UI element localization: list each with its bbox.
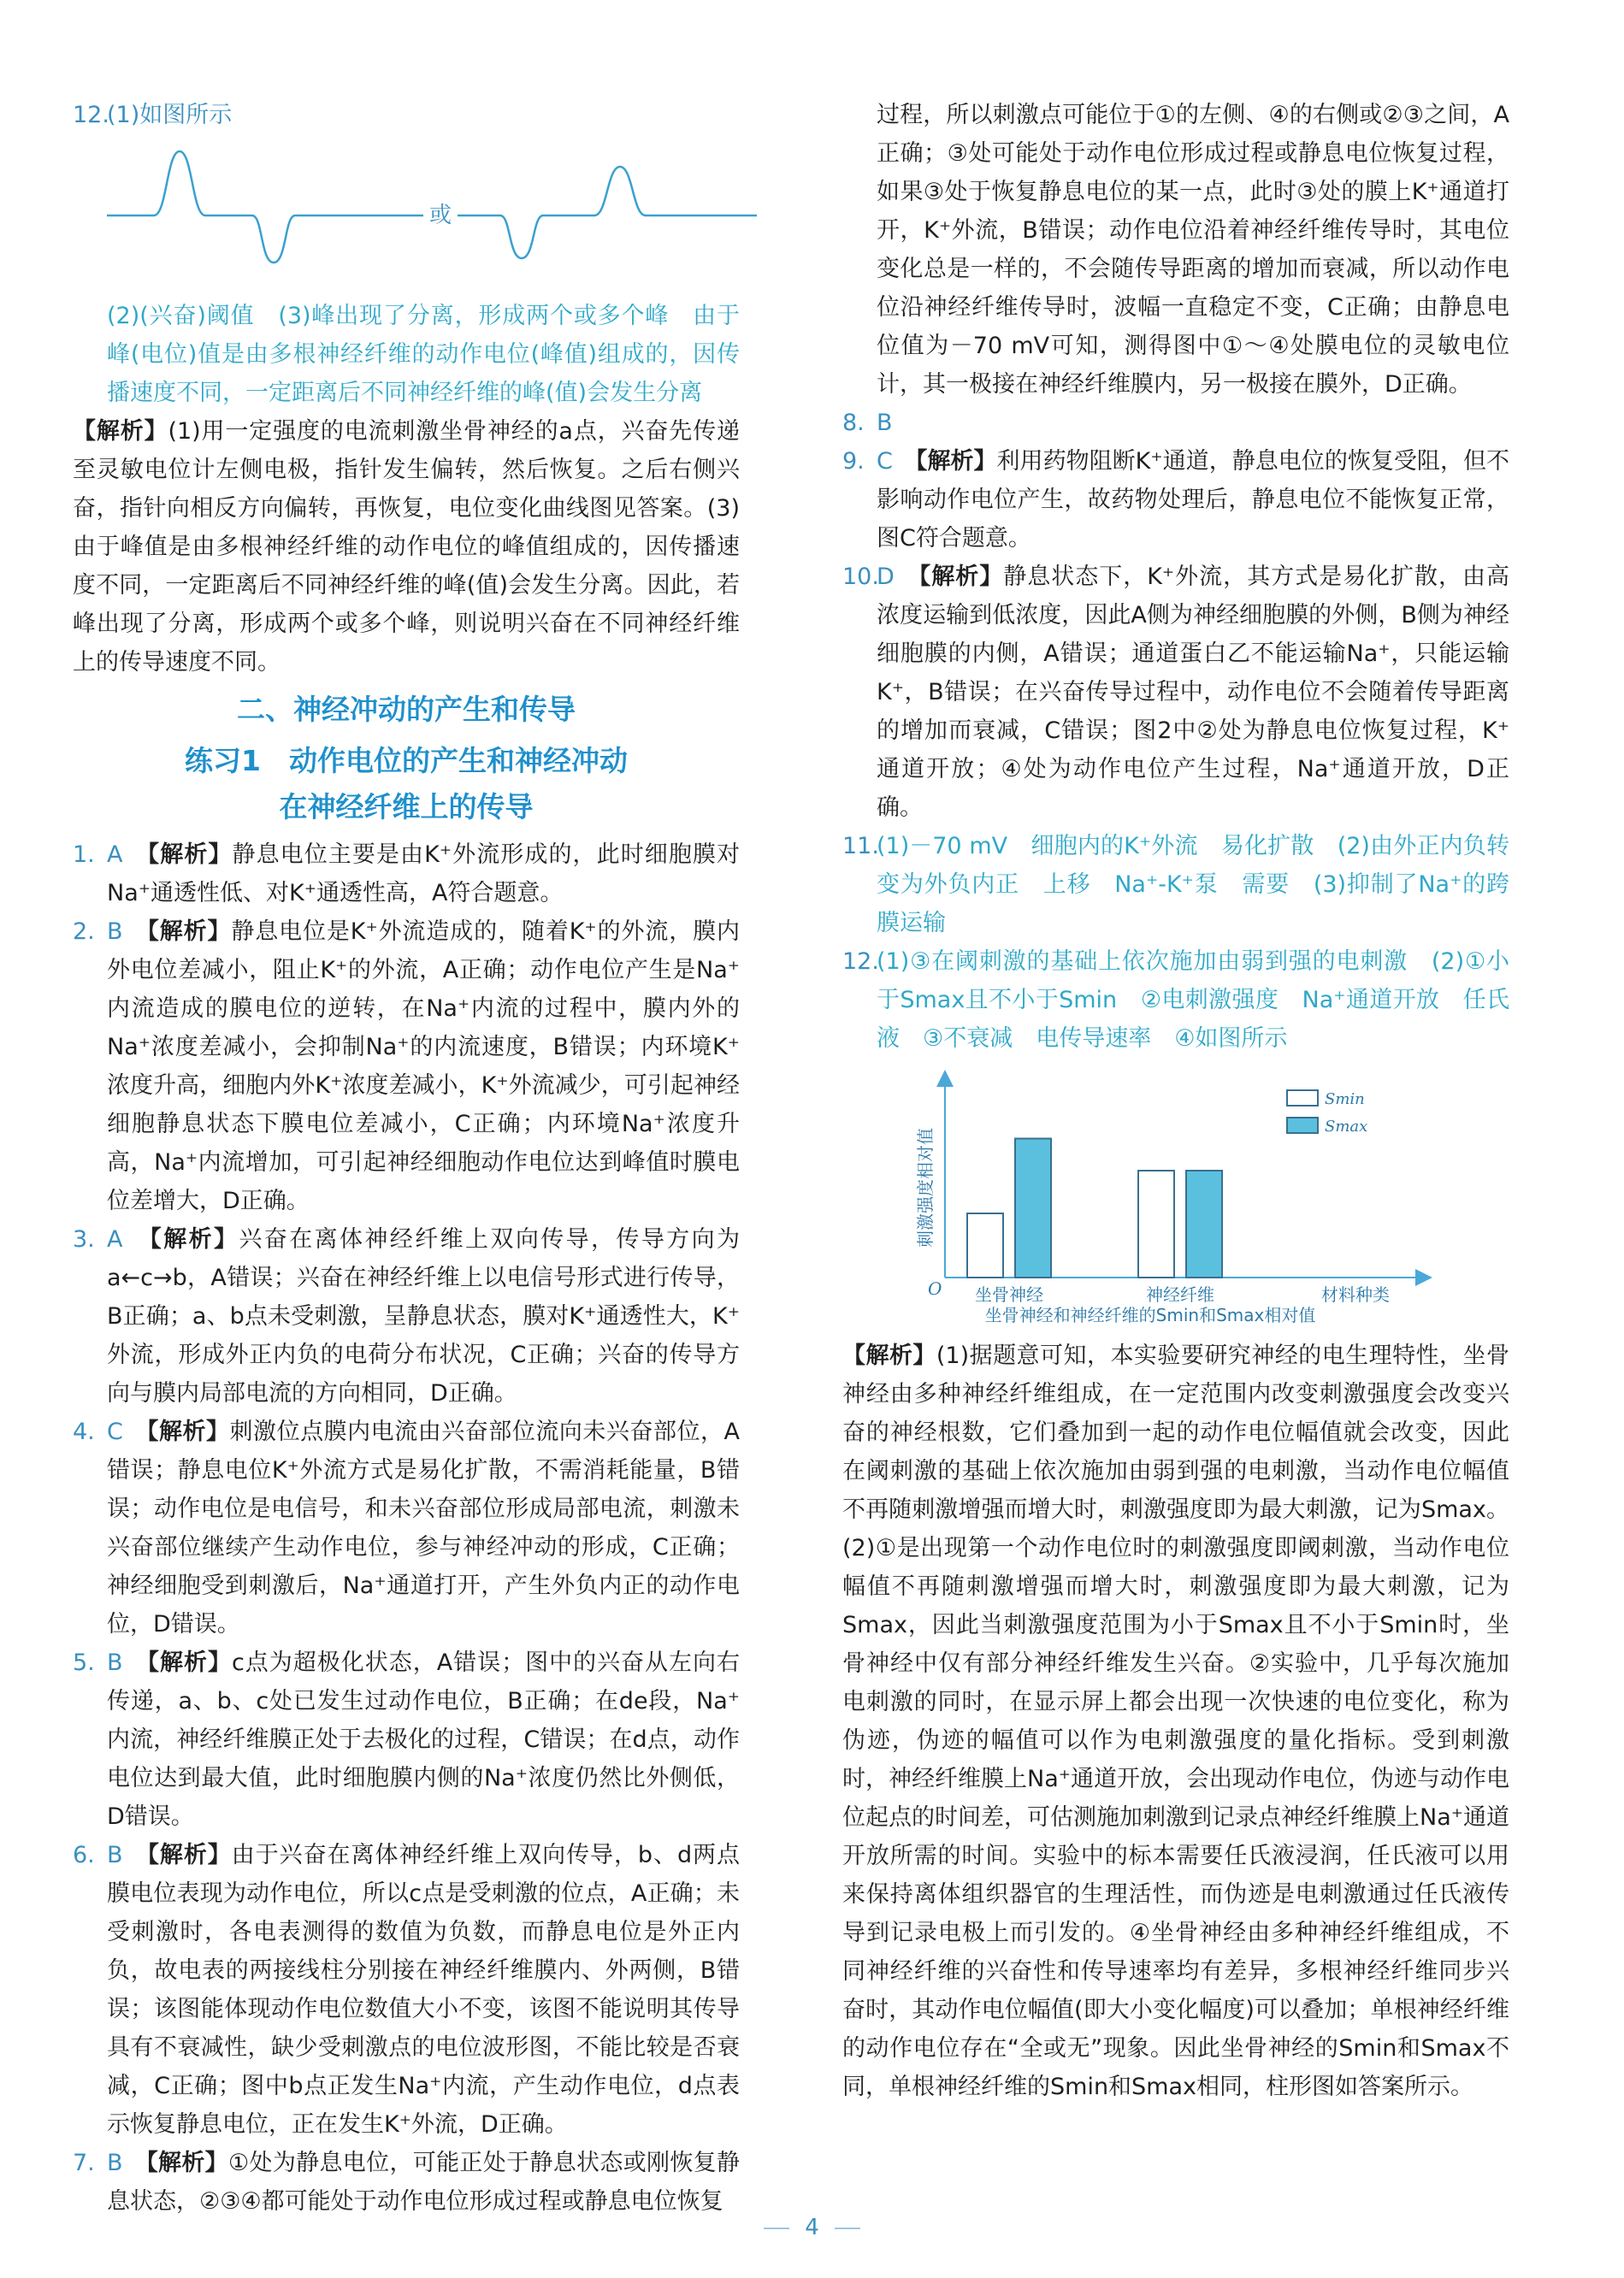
question-1 bbox=[73, 835, 740, 912]
analysis-text: 兴奋在离体神经纤维上双向传导，传导方向为a←c→b，A错误；兴奋在神经纤维上以电信号形式进行传导，B正确；a、b点未受刺激，呈静息状态，膜对K⁺通透性大，K⁺外流，形成外正内负的电荷分布状况，C正确；兴奋的传导方向与膜内局部电流的方向相同，D正确。 bbox=[107, 1226, 741, 1407]
analysis-text: (1)用一定强度的电流刺激坐骨神经的a点，兴奋先传递至灵敏电位计左侧电极，指针发生偏转，然后恢复。之后右侧兴奋，指针向相反方向偏转，再恢复，电位变化曲线图见答案。(3)由于峰值是由多根神经纤维的动作电位的峰值组成的，因传播速度不同，一定距离后不同神经纤维的峰(值)会发生分离。因此，若峰出现了分离，形成两个或多个峰，则说明兴奋在不同神经纤维上的传导速度不同。 bbox=[73, 418, 740, 676]
question-number: 12. bbox=[73, 102, 109, 128]
analysis-text: 利用药物阻断K⁺通道，静息电位的恢复受阻，但不影响动作电位产生，故药物处理后，静息电位不能恢复正常，图C符合题意。 bbox=[877, 448, 1510, 552]
x-axis-label: 材料种类 bbox=[1321, 1284, 1390, 1305]
analysis-tag: 【解析】 bbox=[147, 918, 232, 945]
question-12-right bbox=[842, 942, 1509, 1058]
analysis-tag: 【解析】 bbox=[146, 2150, 228, 2176]
x-tick-label: 坐骨神经 bbox=[975, 1284, 1043, 1305]
analysis-tag: 【解析】 bbox=[146, 1419, 230, 1445]
answer-letter: B bbox=[107, 918, 123, 945]
chart-caption: 坐骨神经和神经纤维的Smin和Smax相对值 bbox=[984, 1305, 1316, 1325]
question-number: 2. bbox=[73, 918, 95, 945]
answer-letter: B bbox=[107, 2150, 123, 2176]
analysis-text: 静息状态下，K⁺外流，其方式是易化扩散，由高浓度运输到低浓度，因此A侧为神经细胞膜的外侧，B侧为神经细胞膜的内侧，A错误；通道蛋白乙不能运输Na⁺，只能运输K⁺，B错误；在兴奋传导过程中，动作电位不会随着传导距离的增加而衰减，C错误；图2中②处为静息电位恢复过程，K⁺通道开放；④处为动作电位产生过程，Na⁺通道开放，D正确。 bbox=[877, 564, 1510, 821]
answer-letter: A bbox=[107, 841, 123, 868]
question-number: 11. bbox=[842, 833, 879, 859]
bar-smax-1 bbox=[1186, 1171, 1222, 1278]
answer-text: (1)③在阈刺激的基础上依次施加由弱到强的电刺激 (2)①小于Smax且不小于Smin ②电刺激强度 Na⁺通道开放 任氏液 ③不衰减 电传导速率 ④如图所示 bbox=[877, 948, 1509, 1052]
analysis-text: ①处为静息电位，可能正处于静息状态或刚恢复静息状态，②③④都可能处于动作电位形成过程或静息电位恢复 bbox=[107, 2150, 740, 2215]
question-number: 7. bbox=[73, 2150, 95, 2176]
answer-letter: D bbox=[877, 564, 895, 590]
origin-label: O bbox=[928, 1278, 942, 1299]
wave-curve-right bbox=[458, 167, 757, 258]
question-number: 4. bbox=[73, 1419, 95, 1445]
analysis-text: 刺激位点膜内电流由兴奋部位流向未兴奋部位，A错误；静息电位K⁺外流方式是易化扩散，不需消耗能量，B错误；动作电位是电信号，和未兴奋部位形成局部电流，刺激未兴奋部位继续产生动作电位，参与神经冲动的形成，C正确；神经细胞受到刺激后，Na⁺通道打开，产生外负内正的动作电位，D错误。 bbox=[107, 1419, 741, 1638]
analysis-text: 由于兴奋在离体神经纤维上双向传导，b、d两点膜电位表现为动作电位，所以c点是受刺激的位点，A正确；未受刺激时，各电表测得的数值为负数，而静息电位是外正内负，故电表的两接线柱分别接在神经纤维膜内、外两侧，B错误；该图能体现动作电位数值大小不变，该图不能说明其传导具有不衰减性，缺少受刺激点的电位波形图，不能比较是否衰减，C正确；图中b点正发生Na⁺内流，产生动作电位，d点表示恢复静息电位，正在发生K⁺外流，D正确。 bbox=[107, 1842, 741, 2138]
question-number: 9. bbox=[842, 448, 865, 475]
question-number: 1. bbox=[73, 841, 95, 868]
page-number: 4 bbox=[0, 2215, 1624, 2240]
answer-text: (1)－70 mV 细胞内的K⁺外流 易化扩散 (2)由外正内负转变为外负内正 上移 Na⁺-K⁺泵 需要 (3)抑制了Na⁺的跨膜运输 bbox=[877, 833, 1509, 936]
wave-curve-left bbox=[107, 151, 423, 263]
analysis-text: c点为超极化状态，A错误；图中的兴奋从左向右传递，a、b、c处已发生过动作电位，B正确；在de段，Na⁺内流，神经纤维膜正处于去极化的过程，C错误；在d点，动作电位达到最大值，此时细胞膜内侧的Na⁺浓度仍然比外侧低，D错误。 bbox=[107, 1649, 741, 1830]
question-9 bbox=[842, 442, 1509, 558]
legend-swatch-smax bbox=[1287, 1118, 1318, 1133]
bars-group bbox=[967, 1139, 1222, 1278]
question-5 bbox=[73, 1644, 740, 1836]
practice-title-line-1: 练习1 动作电位的产生和神经冲动 bbox=[185, 744, 628, 777]
practice-title-line-2: 在神经纤维上的传导 bbox=[279, 790, 534, 823]
bar-smin-1 bbox=[1138, 1171, 1174, 1278]
legend-swatch-smin bbox=[1287, 1090, 1318, 1106]
answer-letter: A bbox=[107, 1226, 123, 1253]
answer-letter: C bbox=[107, 1419, 123, 1445]
question-number: 3. bbox=[73, 1226, 95, 1253]
right-column bbox=[842, 96, 1509, 2106]
question-12-analysis bbox=[73, 412, 740, 682]
question-number: 5. bbox=[73, 1649, 95, 1676]
analysis-text: (1)据题意可知，本实验要研究神经的电生理特性，坐骨神经由多种神经纤维组成，在一定范围内改变刺激强度会改变兴奋的神经根数，它们叠加到一起的动作电位幅值就会改变，因此在阈刺激的基础上依次施加由弱到强的电刺激，当动作电位幅值不再随刺激增强而增大时，刺激强度即为最大刺激，记为Smax。(2)①是出现第一个动作电位时的刺激强度即阈刺激，当动作电位幅值不再随刺激增强而增大时，刺激强度即为最大刺激，记为Smax，因此当刺激强度范围为小于Smax且不小于Smin时，坐骨神经中仅有部分神经纤维发生兴奋。②实验中，几乎每次施加电刺激的同时，在显示屏上都会出现一次快速的电位变化，称为伪迹，伪迹的幅值可以作为电刺激强度的量化指标。受到刺激时，神经纤维膜上Na⁺通道开放，会出现动作电位，伪迹与动作电位起点的时间差，可估测施加刺激到记录点神经纤维膜上Na⁺通道开放所需的时间。实验中的标本需要任氏液浸润，任氏液可以用来保持离体组织器官的生理活性，而伪迹是电刺激通过任氏液传导到记录电极上而引发的。④坐骨神经由多种神经纤维组成，不同神经纤维的兴奋性和传导速率均有差异，多根神经纤维同步兴奋时，其动作电位幅值(即大小变化幅度)可以叠加；单根神经纤维的动作电位存在“全或无”现象。因此坐骨神经的Smin和Smax不同，单根神经纤维的Smin和Smax相同，柱形图如答案所示。 bbox=[842, 1343, 1509, 2100]
question-12-left bbox=[73, 96, 740, 134]
action-potential-wave-figure bbox=[107, 143, 757, 280]
analysis-tag: 【解析】 bbox=[147, 1649, 232, 1676]
answer-text: (2)(兴奋)阈值 (3)峰出现了分离，形成两个或多个峰 由于峰(电位)值是由多根神经纤维的动作电位(峰值)组成的，因传播速度不同，一定距离后不同神经纤维的峰(值)会发生分离 bbox=[107, 303, 740, 406]
answer-letter: B bbox=[107, 1842, 123, 1868]
left-column bbox=[73, 96, 740, 2221]
continuation-text: 过程，所以刺激点可能位于①的左侧、④的右侧或②③之间，A正确；③处可能处于动作电位形成过程或静息电位恢复过程，如果③处于恢复静息电位的某一点，此时③处的膜上K⁺通道打开，K⁺外流，B错误；动作电位沿着神经纤维传导时，其电位变化总是一样的，不会随传导距离的增加而衰减，所以动作电位沿神经纤维传导时，波幅一直稳定不变，C正确；由静息电位值为－70 mV可知，测得图中①～④处膜电位的灵敏电位计，其一极接在神经纤维膜内，另一极接在膜外，D正确。 bbox=[877, 102, 1509, 398]
answer-letter: C bbox=[877, 448, 893, 475]
analysis-tag: 【解析】 bbox=[915, 448, 997, 475]
analysis-text: 静息电位主要是由K⁺外流形成的，此时细胞膜对Na⁺通透性低、对K⁺通透性高，A符合题意。 bbox=[107, 841, 741, 906]
section-title: 二、神经冲动的产生和传导 bbox=[237, 693, 576, 726]
legend-label-smin: Smin bbox=[1325, 1090, 1365, 1108]
analysis-tag: 【解析】 bbox=[147, 1842, 232, 1868]
y-axis-label: 刺激强度相对值 bbox=[915, 1128, 936, 1248]
answer-letter: B bbox=[877, 410, 893, 436]
question-12-answer bbox=[73, 297, 740, 412]
question-number: 10. bbox=[842, 564, 879, 590]
figure-intro: (1)如图所示 bbox=[107, 102, 233, 128]
question-3 bbox=[73, 1220, 740, 1413]
question-4 bbox=[73, 1413, 740, 1644]
x-tick-label: 神经纤维 bbox=[1146, 1284, 1214, 1305]
question-2 bbox=[73, 912, 740, 1220]
analysis-tag: 【解析】 bbox=[147, 841, 233, 868]
question-12-analysis-right bbox=[842, 1337, 1509, 2106]
analysis-tag: 【解析】 bbox=[73, 418, 168, 445]
question-6 bbox=[73, 1836, 740, 2144]
analysis-tag: 【解析】 bbox=[918, 564, 1004, 590]
question-number: 8. bbox=[842, 410, 865, 436]
question-10 bbox=[842, 558, 1509, 827]
question-number: 12. bbox=[842, 948, 879, 975]
analysis-tag: 【解析】 bbox=[842, 1343, 936, 1369]
legend-label-smax: Smax bbox=[1325, 1118, 1368, 1136]
question-7 bbox=[73, 2144, 740, 2221]
analysis-tag: 【解析】 bbox=[150, 1226, 239, 1253]
analysis-text: 静息电位是K⁺外流造成的，随着K⁺的外流，膜内外电位差减小，阻止K⁺的外流，A正确；动作电位产生是Na⁺内流造成的膜电位的逆转，在Na⁺内流的过程中，膜内外的Na⁺浓度差减小，会抑制Na⁺的内流速度，B错误；内环境K⁺浓度升高，细胞内外K⁺浓度差减小，K⁺外流减少，可引起神经细胞静息状态下膜电位差减小，C正确；内环境Na⁺浓度升高，Na⁺内流增加，可引起神经细胞动作电位达到峰值时膜电位差增大，D正确。 bbox=[107, 918, 741, 1214]
answer-letter: B bbox=[107, 1649, 123, 1676]
bar-smin-0 bbox=[967, 1213, 1003, 1278]
question-number: 6. bbox=[73, 1842, 95, 1868]
bar-smax-0 bbox=[1015, 1139, 1051, 1278]
question-8 bbox=[842, 404, 1509, 442]
wave-or-label: 或 bbox=[428, 203, 452, 228]
question-11 bbox=[842, 827, 1509, 942]
stimulus-bar-chart bbox=[911, 1068, 1441, 1325]
question-7-continuation bbox=[842, 96, 1509, 404]
